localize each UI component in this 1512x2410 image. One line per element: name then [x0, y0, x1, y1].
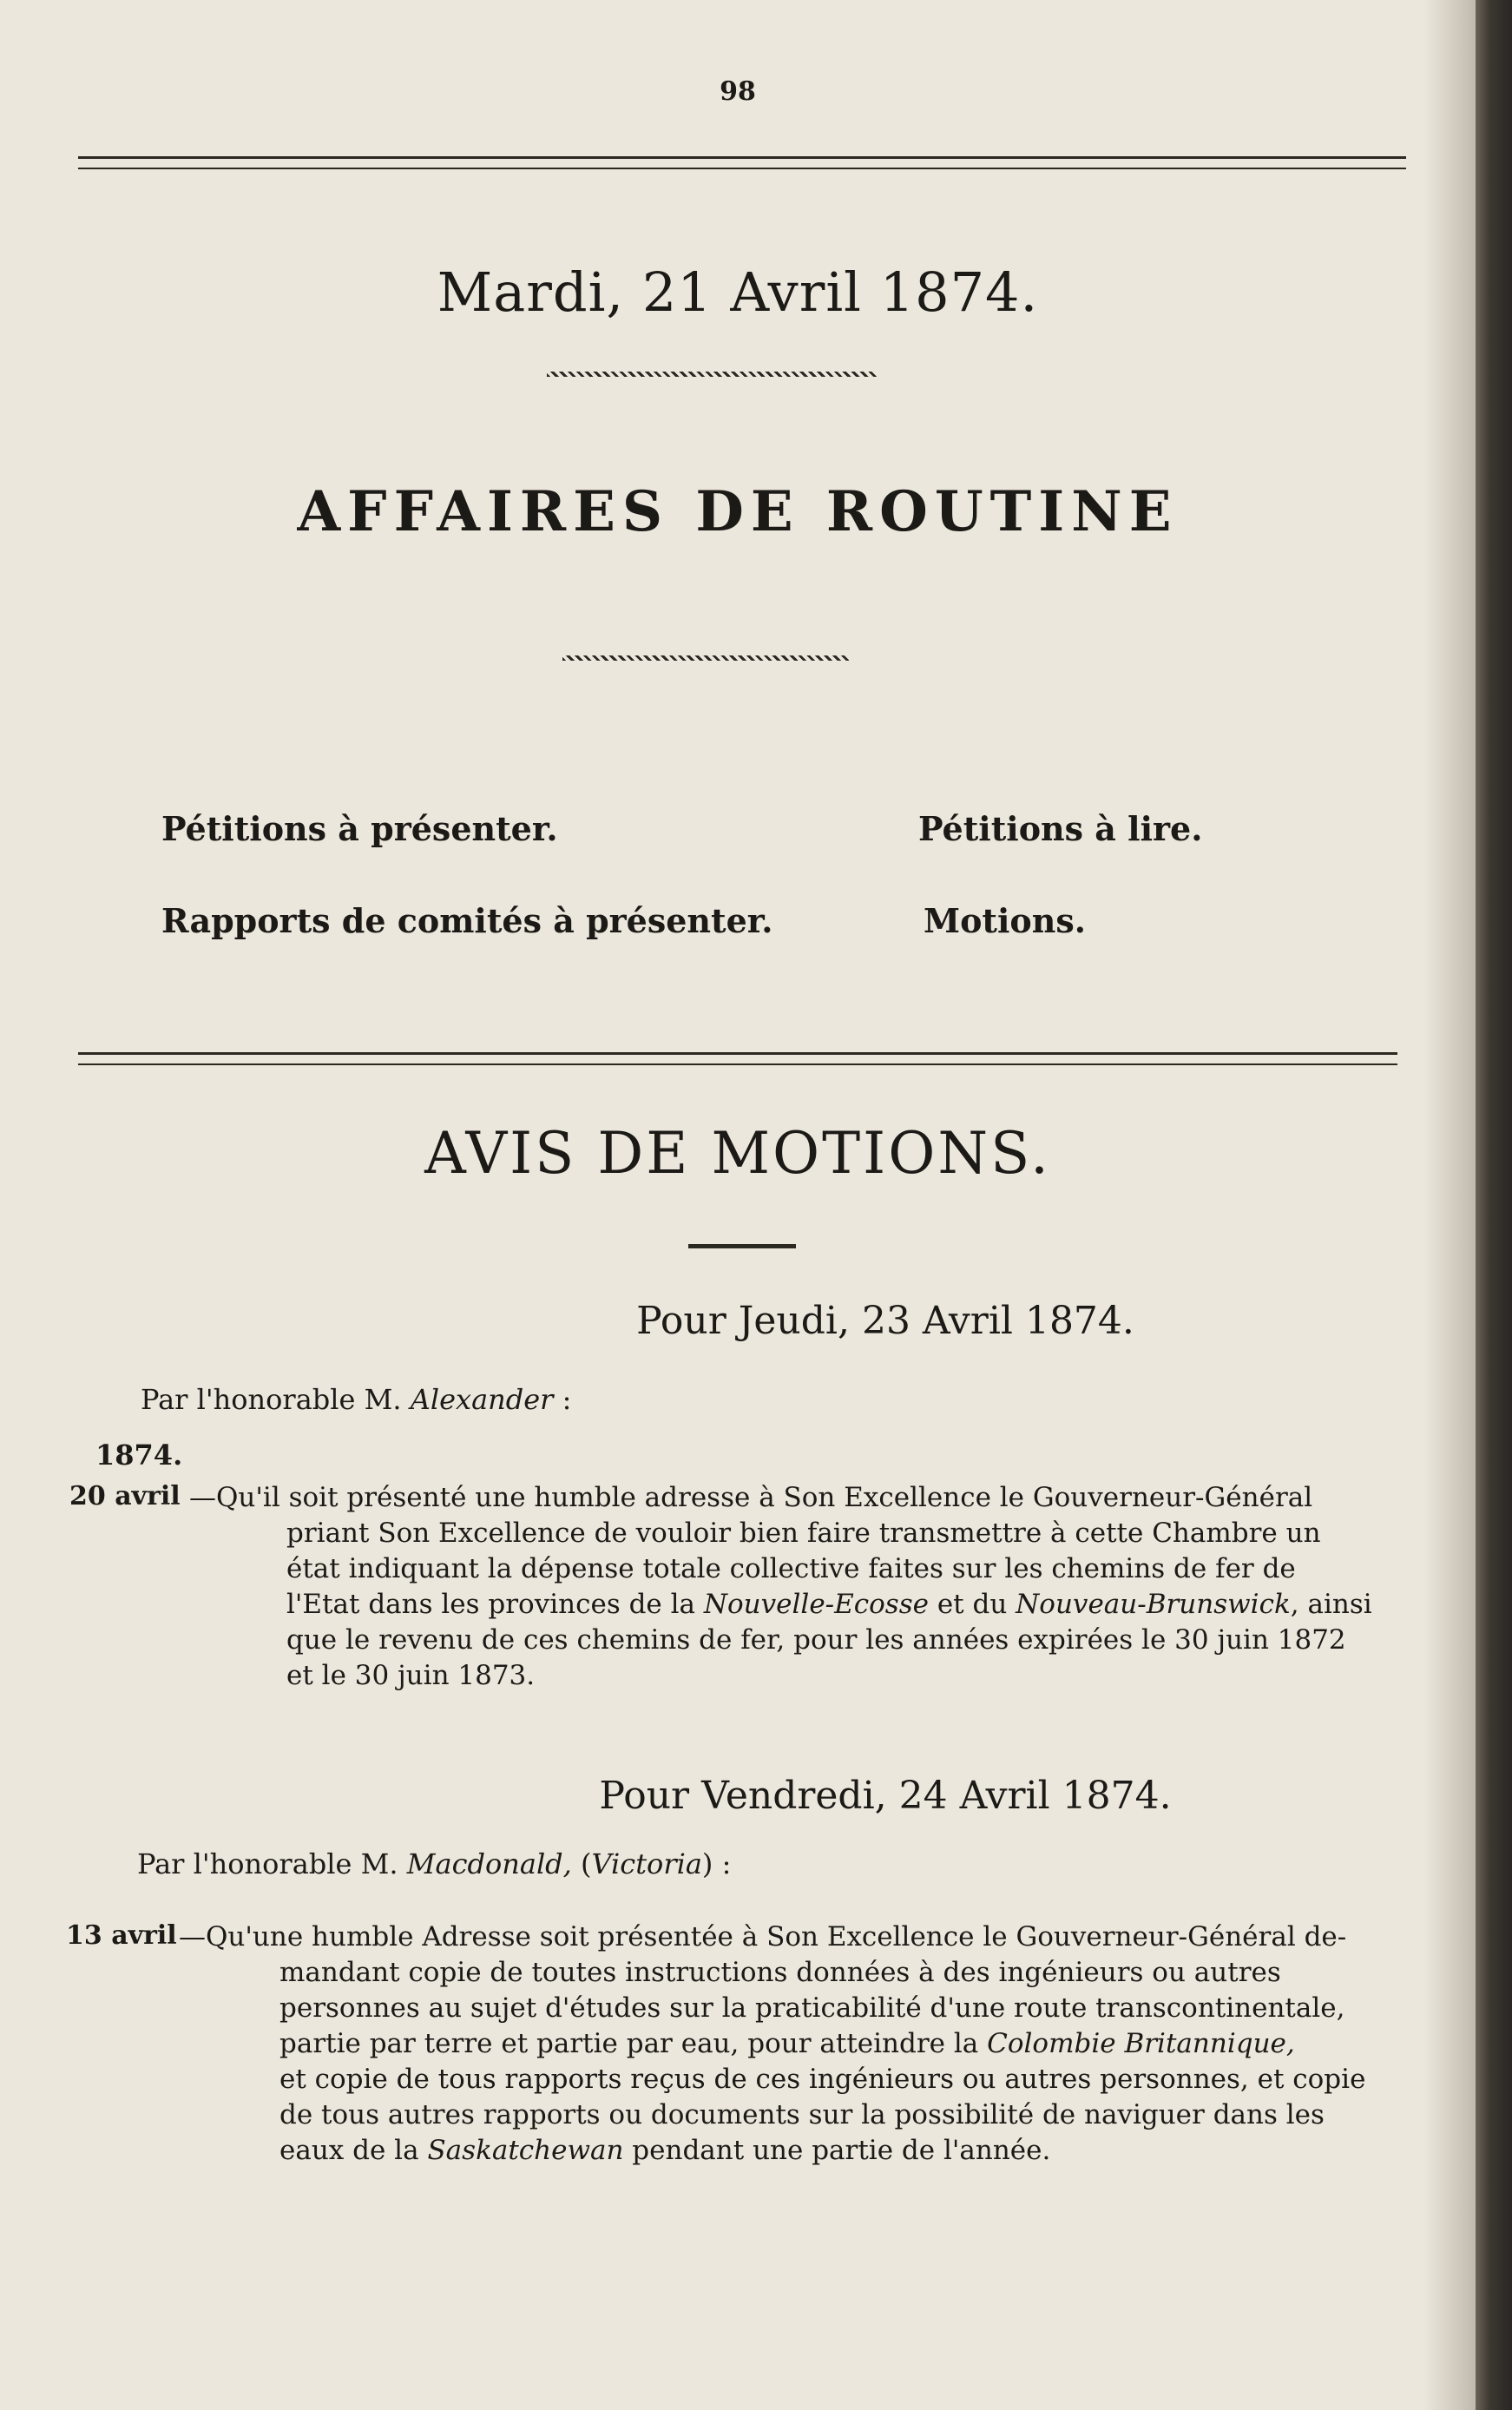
motion-text-line: priant Son Excellence de vouloir bien faire transmettre à cette Chambre un [286, 1518, 1321, 1549]
text-segment: pendant une partie de l'année. [623, 2135, 1051, 2166]
book-spine-shadow [1476, 0, 1512, 2410]
motion-text-line: —Qu'il soit présenté une humble adresse à Son Excellence le Gouverneur-Général [189, 1482, 1313, 1513]
mover-suffix: ( [571, 1847, 592, 1880]
text-segment: l'Etat dans les provinces de la [286, 1589, 704, 1620]
place-name: Saskatchewan [427, 2135, 624, 2166]
motion-text-line [279, 2134, 1050, 2167]
text-segment: partie par terre et partie par eau, pour atteindre la [279, 2028, 988, 2059]
short-rule [688, 1244, 796, 1248]
routine-heading: AFFAIRES DE ROUTINE [297, 479, 1179, 544]
mover-name: Alexander [410, 1383, 554, 1416]
text-segment: et du [928, 1589, 1016, 1620]
routine-item-rapports-comites: Rapports de comités à présenter. [161, 901, 773, 940]
avis-heading: AVIS DE MOTIONS. [424, 1120, 1051, 1187]
motion-day-heading: Pour Vendredi, 24 Avril 1874. [599, 1774, 1172, 1818]
place-name: Nouvelle-Ecosse [703, 1589, 929, 1620]
text-segment: , ainsi [1290, 1589, 1372, 1620]
motion-text-line: que le revenu de ces chemins de fer, pour les années expirées le 30 juin 1872 [286, 1624, 1346, 1656]
mover-name: Macdonald, [406, 1847, 572, 1880]
routine-item-motions: Motions. [924, 901, 1086, 940]
motion-text-line: —Qu'une humble Adresse soit présentée à Son Excellence le Gouverneur-Général de- [179, 1921, 1347, 1952]
routine-item-petitions-lire: Pétitions à lire. [918, 809, 1203, 848]
place-name: Colombie Britannique, [987, 2028, 1295, 2059]
motion-day-heading: Pour Jeudi, 23 Avril 1874. [636, 1299, 1134, 1343]
motion-text-line: personnes au sujet d'études sur la praticabilité d'une route transcontinentale, [279, 1992, 1345, 2024]
section-double-rule [78, 1052, 1397, 1065]
motion-notice-date: 13 avril [66, 1920, 177, 1951]
ornamental-rule [562, 655, 849, 661]
place-name: Nouveau-Brunswick [1016, 1589, 1291, 1620]
routine-item-petitions-presenter: Pétitions à présenter. [161, 809, 558, 848]
mover-suffix: : [553, 1383, 572, 1416]
motion-text-line [279, 2027, 1295, 2060]
page-number: 98 [720, 76, 756, 107]
motion-text-line: état indiquant la dépense totale collective faites sur les chemins de fer de [286, 1553, 1296, 1584]
mover-prefix: Par l'honorable M. [137, 1847, 407, 1880]
text-segment: eaux de la [279, 2135, 428, 2166]
motion-notice-date: 20 avril [69, 1481, 181, 1511]
motion-text-line: mandant copie de toutes instructions données à des ingénieurs ou autres [279, 1957, 1281, 1988]
mover-prefix: Par l'honorable M. [141, 1383, 411, 1416]
mover-line [141, 1383, 571, 1416]
motion-year: 1874. [95, 1439, 183, 1472]
ornamental-rule [547, 372, 877, 377]
mover-riding: Victoria [591, 1847, 702, 1880]
mover-line [137, 1847, 731, 1880]
motion-text-line: de tous autres rapports ou documents sur la possibilité de naviguer dans les [279, 2099, 1325, 2130]
session-date-heading: Mardi, 21 Avril 1874. [437, 260, 1039, 324]
motion-text-line: et copie de tous rapports reçus de ces ingénieurs ou autres personnes, et copie [279, 2064, 1366, 2095]
motion-text-line: et le 30 juin 1873. [286, 1660, 536, 1691]
motion-text-line [286, 1588, 1372, 1621]
top-double-rule [78, 156, 1406, 169]
mover-suffix: ) : [701, 1847, 732, 1880]
